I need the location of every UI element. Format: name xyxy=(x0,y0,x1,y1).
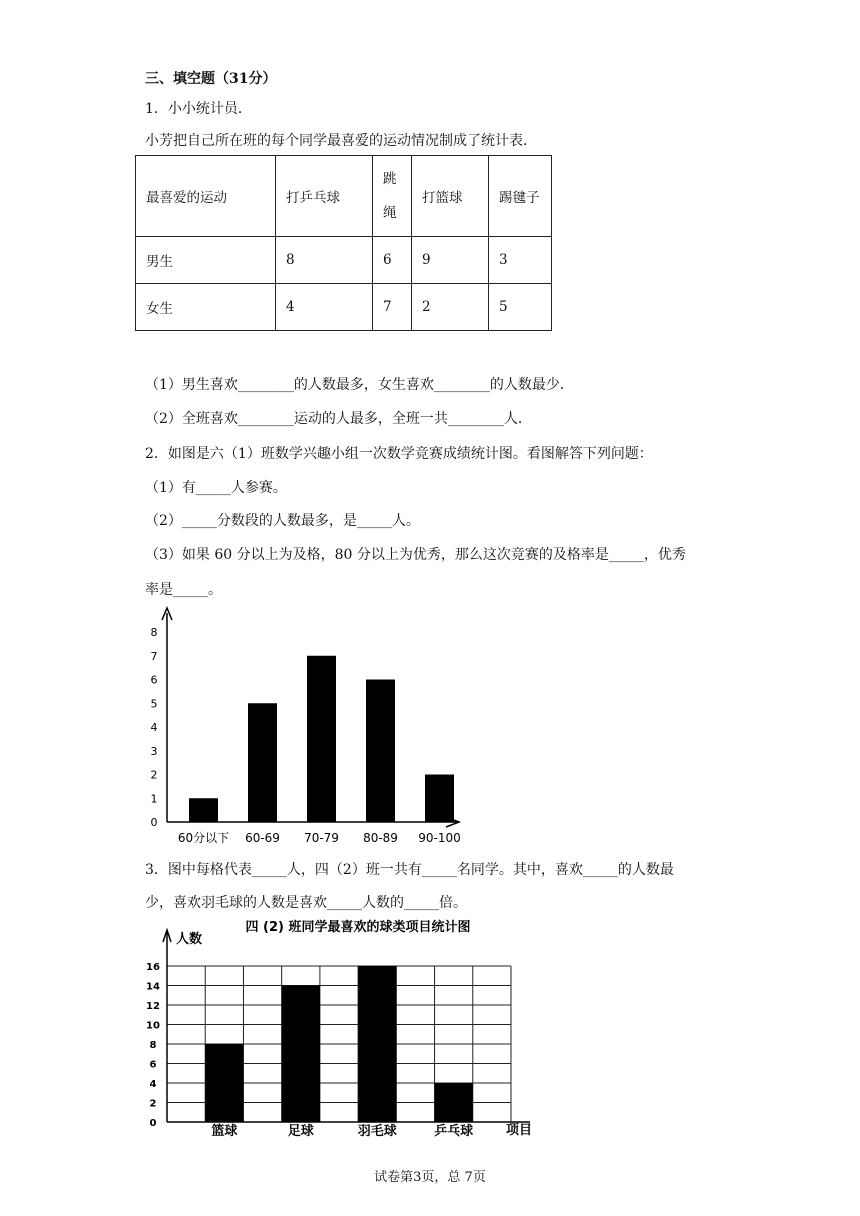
table-cell: 5 xyxy=(489,284,552,331)
y-tick-label: 2 xyxy=(150,768,158,782)
y-tick-label: 6 xyxy=(149,1059,157,1071)
table-cell: 8 xyxy=(276,237,373,284)
bar xyxy=(366,680,395,823)
y-tick-label: 4 xyxy=(149,1079,157,1090)
table-cell: 4 xyxy=(276,284,373,331)
y-tick-label: 8 xyxy=(149,1040,157,1051)
bar xyxy=(307,656,336,822)
table-header-cell: 踢毽子 xyxy=(489,156,552,237)
y-tick-label: 2 xyxy=(149,1098,157,1110)
x-tick-label: 90-100 xyxy=(418,831,461,845)
q1-title: 1．小小统计员． xyxy=(145,101,252,117)
y-tick-label: 16 xyxy=(146,962,160,973)
y-tick-label: 12 xyxy=(146,1001,160,1012)
table-cell: 6 xyxy=(373,237,412,284)
table-cell: 2 xyxy=(412,284,489,331)
section-title: 三、填空题（31分） xyxy=(145,71,277,87)
y-axis-label: 人数 xyxy=(176,932,203,947)
chart-title: 四 (2) 班同学最喜欢的球类项目统计图 xyxy=(245,920,471,935)
table-cell: 9 xyxy=(412,237,489,284)
table-row xyxy=(136,284,552,331)
q2-sub3-line1: （3）如果 60 分以上为及格，80 分以上为优秀，那么这次竞赛的及格率是_____，优秀 xyxy=(145,547,686,563)
bar xyxy=(425,775,454,823)
bar xyxy=(248,703,277,822)
sports-stats-table xyxy=(135,155,552,331)
y-tick-label: 14 xyxy=(146,981,160,993)
q2-title: 2．如图是六（1）班数学兴趣小组一次数学竞赛成绩统计图。看图解答下列问题： xyxy=(145,446,653,462)
table-row xyxy=(136,156,552,237)
bar xyxy=(205,1044,243,1122)
table-cell: 女生 xyxy=(136,284,276,331)
q2-sub3-line2: 率是_____。 xyxy=(145,582,222,598)
table-header-cell: 打篮球 xyxy=(412,156,489,237)
q2-sub1: （1）有_____人参赛。 xyxy=(145,480,287,496)
x-axis-label: 项目 xyxy=(506,1123,533,1138)
x-tick-label: 乒乓球 xyxy=(434,1124,474,1139)
header-vertical-char: 绳 xyxy=(383,205,397,221)
table-row xyxy=(136,237,552,284)
y-tick-label: 6 xyxy=(150,673,158,687)
table-cell: 3 xyxy=(489,237,552,284)
q3-line1: 3．图中每格代表_____人，四（2）班一共有_____名同学。其中，喜欢_____的人数最 xyxy=(145,862,674,878)
header-vertical-char: 跳 xyxy=(383,171,397,187)
y-tick-label: 10 xyxy=(146,1020,160,1032)
table-cell: 7 xyxy=(373,284,412,331)
bar xyxy=(358,966,396,1122)
bar xyxy=(189,798,218,822)
y-tick-label: 8 xyxy=(150,626,158,639)
y-tick-label: 0 xyxy=(150,816,158,829)
x-tick-label: 60分以下 xyxy=(177,831,230,845)
y-tick-label: 3 xyxy=(150,744,158,758)
x-tick-label: 70-79 xyxy=(304,831,339,845)
q3-line2: 少，喜欢羽毛球的人数是喜欢_____人数的_____倍。 xyxy=(145,895,467,911)
x-tick-label: 80-89 xyxy=(363,831,398,845)
ball-sports-bar-chart xyxy=(140,912,550,1147)
x-tick-label: 篮球 xyxy=(211,1124,238,1139)
table-header-cell: 最喜爱的运动 xyxy=(136,156,276,237)
x-tick-label: 足球 xyxy=(287,1124,314,1139)
y-tick-label: 1 xyxy=(150,792,158,806)
score-bar-chart xyxy=(140,605,480,850)
bar xyxy=(282,986,320,1123)
table-cell: 男生 xyxy=(136,237,276,284)
q2-sub2: （2）_____分数段的人数最多，是_____人。 xyxy=(145,513,420,529)
y-tick-label: 0 xyxy=(149,1118,157,1129)
table-header-cell: 打乒乓球 xyxy=(276,156,373,237)
y-tick-label: 5 xyxy=(150,697,158,711)
q1-sub1: （1）男生喜欢________的人数最多，女生喜欢________的人数最少． xyxy=(145,377,574,393)
x-tick-label: 60-69 xyxy=(245,831,280,845)
y-tick-label: 4 xyxy=(150,721,158,734)
q1-intro: 小芳把自己所在班的每个同学最喜爱的运动情况制成了统计表． xyxy=(145,133,537,149)
y-tick-label: 7 xyxy=(150,649,158,663)
q1-sub2: （2）全班喜欢________运动的人最多，全班一共________人． xyxy=(145,411,532,427)
table-header-cell xyxy=(373,156,412,237)
x-tick-label: 羽毛球 xyxy=(357,1124,397,1139)
bar xyxy=(435,1083,473,1122)
page-footer: 试卷第3页，总 7页 xyxy=(374,1170,486,1185)
